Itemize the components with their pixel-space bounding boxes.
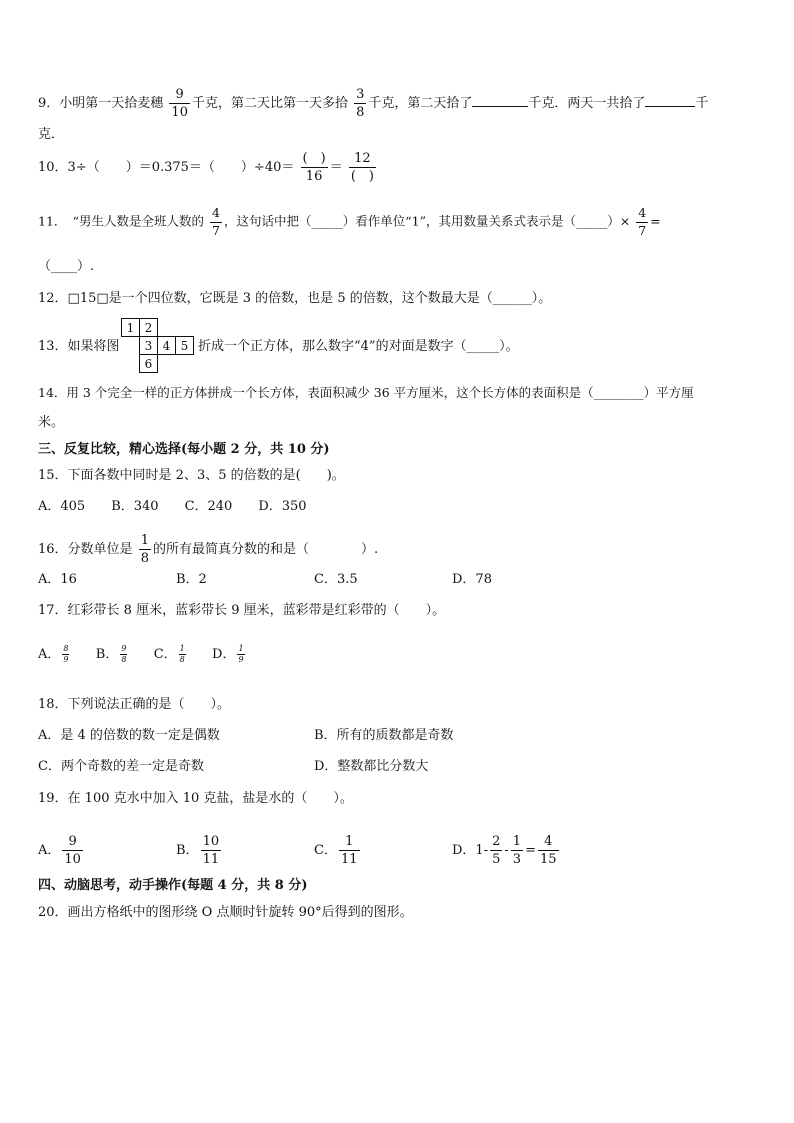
q18-option-a[interactable]: A．是 4 的倍数的数一定是偶数 (38, 728, 220, 743)
section4-title: 四、动脑思考，动手操作(每题 4 分，共 8 分) (38, 878, 308, 893)
q17-option-d[interactable]: D． $\frac{1}{9}$ (212, 644, 244, 664)
q16-option-a[interactable]: A．16 (38, 572, 77, 587)
q9-end: 千 (695, 96, 709, 111)
q18-option-d[interactable]: D．整数都比分数大 (314, 759, 429, 774)
q9-mid2: 千克，第二天拾了 (368, 96, 473, 111)
q11-line1 (38, 207, 661, 237)
q19-d-fraction-2: $\frac{1}{3}$ (512, 834, 522, 867)
q10-fraction-2: $\frac{12}{( )}$ (350, 151, 374, 184)
q13-prefix: 13．如果将图 (38, 339, 120, 354)
q9-blank-1[interactable] (472, 94, 528, 107)
q17-options (38, 645, 247, 664)
q10-eq: ＝ (329, 160, 343, 175)
q18-question: 18．下列说法正确的是（ ）。 (38, 697, 231, 712)
q9-line1 (38, 88, 708, 119)
q16-option-d[interactable]: D．78 (452, 572, 492, 587)
q9-prefix: 9．小明第一天拾麦穗 (38, 96, 164, 111)
net-cell-6: 6 (140, 355, 158, 373)
q9-blank-2[interactable] (645, 94, 695, 107)
net-cell-2: 2 (140, 319, 158, 337)
q19-d-fraction-3: $\frac{4}{15}$ (539, 834, 557, 867)
q16-prefix: 16．分数单位是 (38, 542, 133, 557)
q17-option-b[interactable]: B． $\frac{9}{8}$ (95, 644, 127, 664)
q17-question: 17．红彩带长 8 厘米，蓝彩带长 9 厘米，蓝彩带是红彩带的（ ）。 (38, 603, 446, 618)
net-cell-1: 1 (122, 319, 140, 337)
q17-option-a[interactable]: A． $\frac{8}{9}$ (38, 644, 69, 664)
q11-prefix: 11． “男生人数是全班人数的 (38, 213, 205, 229)
q19-a-fraction: $\frac{9}{10}$ (64, 834, 81, 867)
net-cell-3: 3 (140, 337, 158, 355)
q18-option-b[interactable]: B．所有的质数都是奇数 (314, 728, 454, 743)
q19-c-fraction: $\frac{1}{11}$ (340, 834, 358, 867)
q14-line1: 14．用 3 个完全一样的正方体拼成一个长方体，表面积减少 36 平方厘米，这个长方体的表面积是（________）平方厘 (38, 385, 694, 400)
q19-question: 19．在 100 克水中加入 10 克盐，盐是水的（ ）。 (38, 791, 353, 806)
q16-question (38, 534, 378, 565)
q19-b-fraction: $\frac{10}{11}$ (202, 834, 220, 867)
net-cell-5: 5 (176, 337, 194, 355)
q19-option-b[interactable]: B． $\frac{10}{11}$ (176, 834, 220, 867)
q11-end: = (650, 213, 661, 229)
q15-options: A．405 B．340 C．240 D．350 (38, 499, 307, 514)
q19-option-a[interactable]: A． $\frac{9}{10}$ (38, 834, 81, 867)
q10-fraction-1: $\frac{( )}{16}$ (302, 151, 326, 184)
q13-suffix: 折成一个正方体，那么数字“4”的对面是数字（_____）。 (198, 339, 519, 354)
net-cell-4: 4 (158, 337, 176, 355)
q11-fraction-2: $\frac{4}{7}$ (638, 205, 647, 238)
q15-question: 15．下面各数中同时是 2、3、5 的倍数的是( )。 (38, 468, 345, 483)
q19-option-d[interactable]: D．1- $\frac{2}{5}$ - $\frac{1}{3}$ = $\frac{4}{15}$ (452, 834, 557, 867)
q20-question: 20．画出方格纸中的图形绕 O 点顺时针旋转 90°后得到的图形。 (38, 905, 413, 920)
q11-line2: （____）. (38, 259, 95, 274)
q9-line2: 克． (38, 127, 65, 142)
q16-suffix: 的所有最简真分数的和是（ ）. (152, 542, 379, 557)
q9-fraction-2: $\frac{3}{8}$ (356, 87, 365, 120)
q18-option-c[interactable]: C．两个奇数的差一定是奇数 (38, 759, 204, 774)
q19-d-fraction-1: $\frac{2}{5}$ (492, 834, 501, 867)
q11-mid: ，这句话中把（_____）看作单位“1”，其用数量关系式表示是（_____）× (223, 213, 631, 229)
q12-line: 12．□15□是一个四位数，它既是 3 的倍数，也是 5 的倍数，这个数最大是（______）。 (38, 291, 552, 306)
q16-fraction: $\frac{1}{8}$ (140, 533, 149, 566)
section3-title: 三、反复比较，精心选择(每小题 2 分，共 10 分) (38, 442, 330, 457)
q9-fraction-1: $\frac{9}{10}$ (171, 87, 188, 120)
q11-fraction-1: $\frac{4}{7}$ (212, 205, 220, 238)
q19-option-c[interactable]: C． $\frac{1}{11}$ (314, 834, 358, 867)
q10-line (38, 152, 378, 183)
cube-net-figure (121, 318, 194, 373)
q16-option-c[interactable]: C．3.5 (314, 572, 358, 587)
q14-line2: 米。 (38, 415, 65, 430)
q10-prefix: 10．3÷（ ）＝0.375＝（ ）÷40＝ (38, 160, 295, 175)
q16-option-b[interactable]: B．2 (176, 572, 207, 587)
q9-mid3: 千克．两天一共拾了 (528, 96, 646, 111)
q9-mid1: 千克，第二天比第一天多拾 (191, 96, 348, 111)
q17-option-c[interactable]: C． $\frac{1}{8}$ (153, 644, 185, 664)
